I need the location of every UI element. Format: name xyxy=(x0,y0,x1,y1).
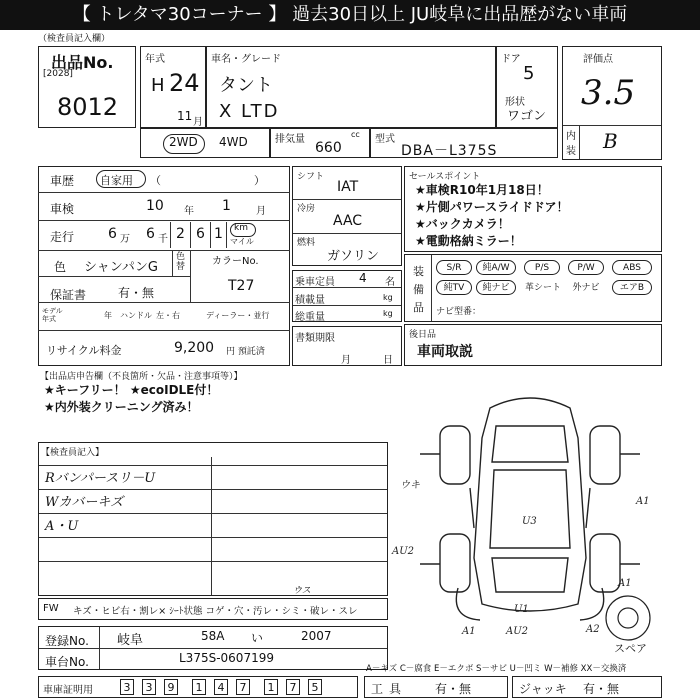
equipment-label: 装備品 xyxy=(413,265,424,314)
cert-digit-5: 4 xyxy=(214,679,228,695)
shape-label: 形状 xyxy=(505,97,525,108)
fuel-value: ガソリン xyxy=(327,249,380,264)
dealer-label: ディーラー・並行 xyxy=(206,311,270,320)
year-box xyxy=(140,46,206,128)
cert-digit-3: 9 xyxy=(164,679,178,695)
displacement-value: 660 xyxy=(315,140,342,156)
sales-points-box xyxy=(404,166,662,252)
door-box xyxy=(496,46,558,128)
mileage-d1: 6 xyxy=(108,226,117,242)
mileage-u1: 万 xyxy=(120,234,130,245)
equip-ps: P/S xyxy=(524,260,560,275)
displacement-unit: cc xyxy=(351,130,360,139)
fw-annotation: ウス xyxy=(293,586,311,596)
model-value: DBA－L375S xyxy=(401,143,498,159)
mileage-unit-mile: マイル xyxy=(230,237,254,246)
year-era: H xyxy=(151,75,165,96)
mileage-d5: 1 xyxy=(214,226,223,242)
equip-pw: P/W xyxy=(568,260,604,275)
drive-4wd: 4WD xyxy=(219,135,248,149)
aircon-label: 冷房 xyxy=(297,204,316,214)
mileage-d4: 6 xyxy=(196,226,205,242)
equip-ext-navi: 外ナビ xyxy=(572,283,600,293)
model-box xyxy=(370,128,558,158)
seller-notes-label: 【出品店申告欄（不良箇所・欠品・注意事項等）】 xyxy=(40,372,243,382)
recycle-value: 9,200 xyxy=(174,340,215,356)
mileage-d2: 6 xyxy=(146,226,155,242)
cert-digit-6: 7 xyxy=(236,679,250,695)
mark-a1-right: A1 xyxy=(636,496,650,507)
inspection-label: 車検 xyxy=(50,202,75,216)
car-name: タント xyxy=(219,75,273,96)
displacement-label: 排気量 xyxy=(275,134,305,145)
recycle-label: リサイクル料金 xyxy=(46,344,122,357)
inspection-year-unit: 年 xyxy=(184,206,194,217)
tools-box xyxy=(364,676,508,698)
fw-row xyxy=(38,586,388,620)
fuel-label: 燃料 xyxy=(297,238,316,248)
aircon-value: AAC xyxy=(333,213,363,229)
car-grade: X LTD xyxy=(219,101,280,122)
load-label: 積載量 xyxy=(295,295,325,306)
spec-box xyxy=(292,166,402,266)
tools-value: 有・無 xyxy=(435,682,472,696)
car-label: 車名・グレード xyxy=(211,54,281,65)
color-code: T27 xyxy=(228,278,255,294)
warranty-value: 有・無 xyxy=(118,286,155,300)
inspection-month-unit: 月 xyxy=(256,206,266,217)
shift-value: IAT xyxy=(337,179,359,195)
lot-number: 8012 xyxy=(57,93,119,121)
spare-label: スペア xyxy=(614,642,647,655)
cert-label: 車庫証明用 xyxy=(43,685,93,696)
equip-navi: 純ナビ xyxy=(476,280,516,295)
inspection-month: 1 xyxy=(222,198,231,214)
sales-point-2: ★片側パワースライドドア！ xyxy=(415,200,569,214)
car-box xyxy=(206,46,496,128)
shape-value: ワゴン xyxy=(507,109,547,124)
shift-label: シフト xyxy=(297,172,325,182)
chassis-label: 車台No. xyxy=(45,655,89,669)
inspector-label: 【検査員記入】 xyxy=(41,448,105,458)
gross-unit: kg xyxy=(383,309,393,318)
mark-au2-left: AU2 xyxy=(392,546,415,557)
equip-tv: 純TV xyxy=(436,280,472,295)
capacity-box xyxy=(292,270,402,322)
score-value: 3.5 xyxy=(581,73,636,113)
history-label: 車歴 xyxy=(50,174,75,188)
lot-label: 出品No. xyxy=(51,53,114,72)
cert-digit-9: 5 xyxy=(308,679,322,695)
mark-au2-front: AU2 xyxy=(506,626,529,637)
interior-value: B xyxy=(603,129,618,153)
cert-digit-2: 3 xyxy=(142,679,156,695)
sales-point-1: ★車検R10年1月18日！ xyxy=(415,183,549,197)
capacity-unit: 名 xyxy=(385,277,395,288)
sales-point-4: ★電動格納ミラー！ xyxy=(415,234,522,248)
mark-a2-front: A2 xyxy=(586,624,600,635)
seller-note-1: ★キーフリー！ ★ecoIDLE付！ xyxy=(44,383,219,397)
late-notes-box xyxy=(404,324,662,366)
handle-label: ハンドル xyxy=(120,311,152,320)
registration-number: 2007 xyxy=(301,629,332,643)
late-notes-label: 後日品 xyxy=(409,330,437,340)
recycle-unit: 円 預託済 xyxy=(226,347,265,357)
doc-period-box xyxy=(292,326,402,366)
jack-value: 有・無 xyxy=(583,682,620,696)
year-month: 11 xyxy=(177,109,193,123)
year-value: 24 xyxy=(169,69,200,97)
year-month-unit: 月 xyxy=(193,117,203,128)
cert-digit-8: 7 xyxy=(286,679,300,695)
lot-code: [2028] xyxy=(43,69,73,79)
banner-title: 【 トレタマ30コーナー 】 過去30日以上 JU岐阜に出品歴がない車両 xyxy=(0,0,700,30)
capacity-label: 乗車定員 xyxy=(295,277,335,288)
seller-note-2: ★内外装クリーニング済み！ xyxy=(44,400,199,414)
equip-airbag: エアB xyxy=(612,280,652,295)
door-value: 5 xyxy=(523,63,535,84)
car-damage-diagram xyxy=(392,378,660,637)
score-box xyxy=(562,46,662,160)
mark-a1-right-lower: A1 xyxy=(618,578,632,589)
interior-label-2: 装 xyxy=(566,146,576,157)
inspector-box xyxy=(38,442,388,596)
inspector-note-3: A・U xyxy=(45,519,79,534)
mileage-u2: 千 xyxy=(158,234,168,245)
model-change-year-unit: 年 xyxy=(104,311,112,320)
mark-a1-front: A1 xyxy=(462,626,476,637)
mark-u1: U1 xyxy=(514,604,529,615)
year-label: 年式 xyxy=(145,54,165,65)
doc-period-day-unit: 日 xyxy=(383,355,393,366)
inspector-note-2: Wカバーキズ xyxy=(45,495,124,510)
warranty-label: 保証書 xyxy=(50,288,87,302)
cert-digit-7: 1 xyxy=(264,679,278,695)
equip-sr: S/R xyxy=(436,260,472,275)
model-change-label-1: モデル xyxy=(42,307,63,315)
sales-points-label: セールスポイント xyxy=(409,172,481,182)
sub-caption: （検査員記入欄） xyxy=(38,34,111,44)
gross-label: 総重量 xyxy=(295,312,325,323)
registration-place: 岐阜 xyxy=(117,633,144,648)
score-label: 評価点 xyxy=(583,54,613,65)
registration-label: 登録No. xyxy=(45,634,89,648)
tools-label: 工具 xyxy=(371,682,408,696)
mark-uki: ウキ xyxy=(400,480,420,491)
fw-items: キズ・ヒビ右・割レ× ｼｰﾄ状態 コゲ・穴・汚レ・シミ・破レ・スレ xyxy=(73,606,358,617)
doc-period-label: 書類期限 xyxy=(295,333,335,344)
doc-period-month-unit: 月 xyxy=(341,355,351,366)
door-label: ドア xyxy=(501,54,521,65)
mileage-d3: 2 xyxy=(176,226,185,242)
drive-2wd: 2WD xyxy=(169,135,198,149)
load-unit: kg xyxy=(383,293,393,302)
color-value: シャンパンG xyxy=(84,260,158,275)
chassis-value: L375S-0607199 xyxy=(179,651,274,665)
cert-digit-1: 3 xyxy=(120,679,134,695)
equip-abs: ABS xyxy=(612,260,652,275)
drive-box xyxy=(140,128,270,158)
color-label: 色 xyxy=(54,260,67,274)
equip-alloy-wheel: 純A/W xyxy=(476,260,516,275)
model-change-label-2: 年式 xyxy=(42,315,56,323)
equip-leather: 革シート xyxy=(524,283,561,293)
model-label: 型式 xyxy=(375,134,395,145)
mileage-label: 走行 xyxy=(50,230,75,244)
jack-box xyxy=(512,676,662,698)
damage-legend: A－キズ C－腐食 E－エクボ S－サビ U－凹ミ W－補修 XX－交換済 xyxy=(366,664,627,674)
color-change-label: 色替 xyxy=(176,252,186,272)
cert-digit-4: 1 xyxy=(192,679,206,695)
displacement-box xyxy=(270,128,370,158)
interior-label-1: 内 xyxy=(566,131,576,142)
mileage-unit-km: km xyxy=(234,223,248,233)
late-notes-value: 車両取説 xyxy=(417,344,473,360)
inspection-year: 10 xyxy=(146,198,164,214)
fw-label: FW xyxy=(43,603,59,614)
navi-model-label: ナビ型番： xyxy=(436,307,482,317)
jack-label: ジャッキ xyxy=(519,682,567,696)
handle-value: 左・右 xyxy=(156,311,180,320)
registration-kana: い xyxy=(251,631,264,645)
mark-u3: U3 xyxy=(522,516,537,527)
capacity-value: 4 xyxy=(359,271,367,285)
registration-box xyxy=(38,626,388,670)
color-code-label: カラーNo. xyxy=(212,256,259,267)
registration-class: 58A xyxy=(201,629,225,643)
sales-point-3: ★バックカメラ！ xyxy=(415,217,510,231)
inspector-note-1: Rバンパースリ－U xyxy=(45,471,156,486)
history-value: 自家用 xyxy=(100,174,133,187)
lot-box xyxy=(38,46,136,128)
